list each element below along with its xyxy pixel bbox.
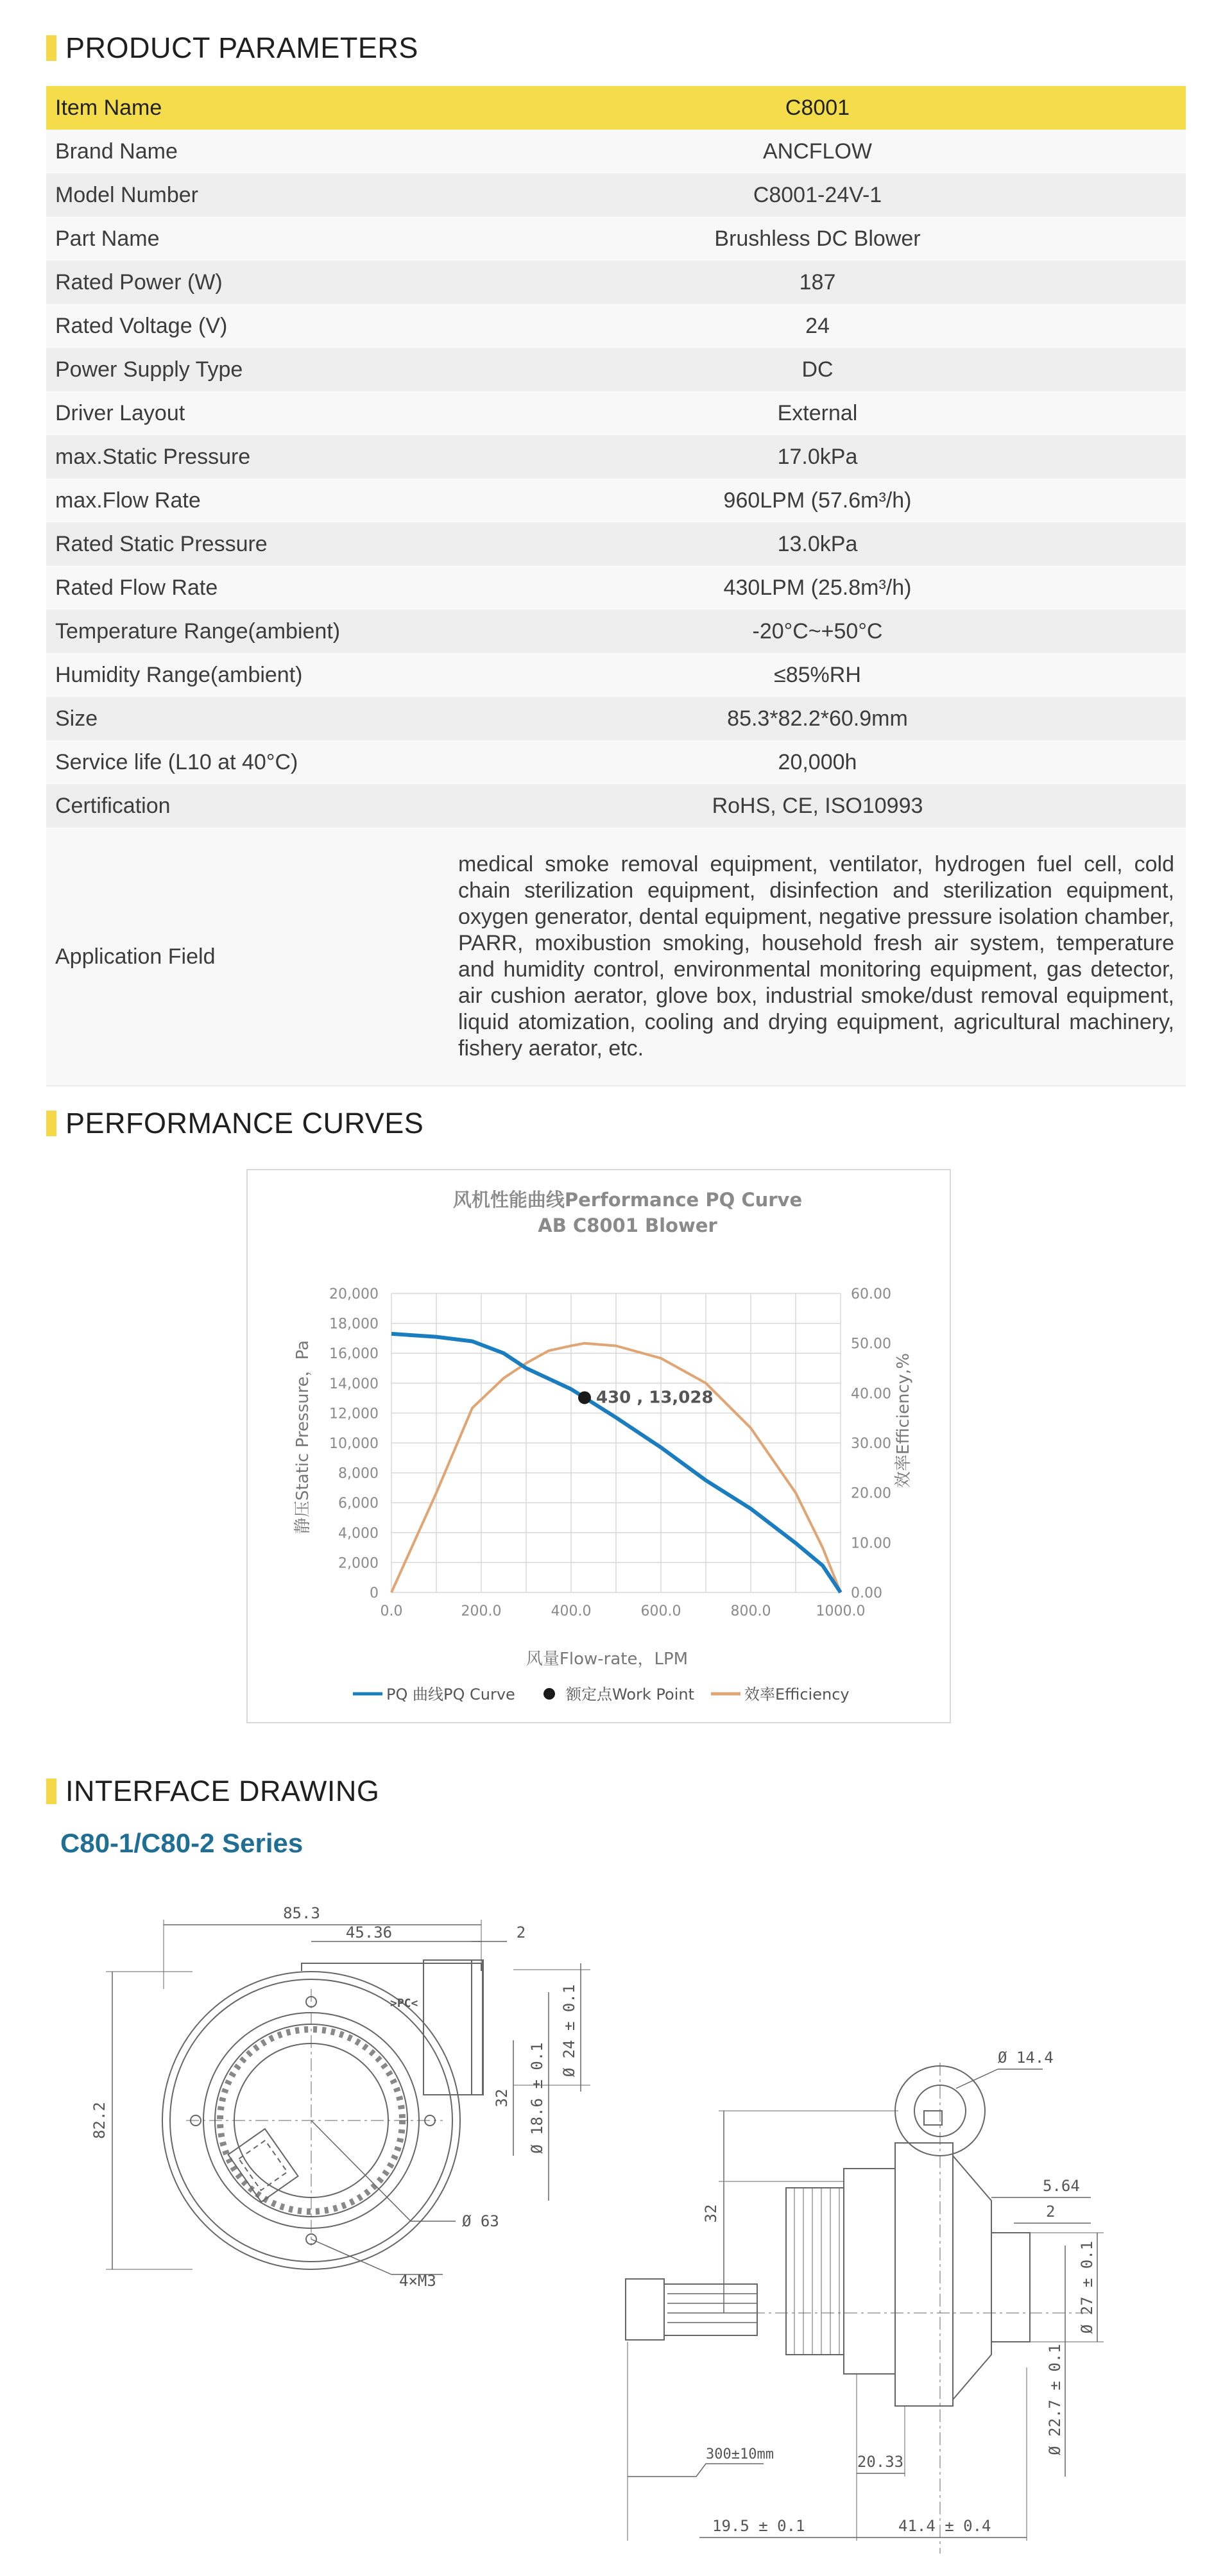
- dim-label: Ø 14.4: [998, 2049, 1054, 2067]
- param-value: 24: [449, 304, 1186, 348]
- param-value: 85.3*82.2*60.9mm: [449, 697, 1186, 740]
- dim-label: 2: [516, 1923, 526, 1941]
- outlet-lip: [472, 1960, 483, 2095]
- param-value: Brushless DC Blower: [449, 217, 1186, 260]
- y2-tick-label: 10.00: [851, 1535, 891, 1552]
- fin-lines: [794, 2188, 839, 2355]
- y-tick-label: 16,000: [329, 1346, 379, 1363]
- param-value: 20,000h: [449, 740, 1186, 784]
- y-tick-label: 10,000: [329, 1436, 379, 1452]
- param-value: C8001-24V-1: [449, 173, 1186, 217]
- chart-title: 风机性能曲线Performance PQ Curve: [452, 1189, 803, 1211]
- y-tick-label: 2,000: [338, 1555, 379, 1572]
- material-mark: >PC<: [390, 1997, 418, 2010]
- section-heading-performance-curves: [46, 1107, 424, 1139]
- param-row: [46, 348, 1186, 391]
- x-tick-label: 400.0: [551, 1603, 592, 1619]
- section-title: PERFORMANCE CURVES: [65, 1107, 424, 1139]
- legend-work-point-label: 额定点Work Point: [566, 1685, 694, 1703]
- y-tick-label: 6,000: [338, 1496, 379, 1512]
- param-row: [46, 740, 1186, 784]
- param-label: max.Static Pressure: [46, 435, 449, 479]
- param-row: [46, 260, 1186, 304]
- dim-label: Ø 22.7 ± 0.1: [1046, 2344, 1064, 2455]
- y-tick-label: 18,000: [329, 1316, 379, 1333]
- work-point-label: 430 , 13,028: [596, 1388, 714, 1408]
- param-label: Temperature Range(ambient): [46, 610, 449, 653]
- param-label: Size: [46, 697, 449, 740]
- inlet-port: [991, 2233, 1030, 2342]
- connector-block: [228, 2129, 298, 2202]
- dim-label: 4×M3: [399, 2272, 436, 2290]
- param-row: [46, 653, 1186, 697]
- side-view: [626, 2063, 1104, 2554]
- y-tick-label: 12,000: [329, 1406, 379, 1422]
- param-label: Rated Static Pressure: [46, 522, 449, 566]
- cable-harness: [664, 2284, 757, 2335]
- x-tick-label: 0.0: [380, 1603, 403, 1619]
- y2-tick-label: 40.00: [851, 1386, 891, 1403]
- section-title: INTERFACE DRAWING: [65, 1775, 380, 1807]
- param-label: Service life (L10 at 40°C): [46, 740, 449, 784]
- product-parameters-table: [46, 86, 1186, 1086]
- param-row: [46, 566, 1186, 610]
- dim-label: 19.5 ± 0.1: [712, 2517, 805, 2535]
- series-subtitle: C80-1/C80-2 Series: [60, 1828, 304, 1858]
- dim-label: 300±10mm: [706, 2446, 774, 2462]
- interface-drawing: [0, 1867, 1232, 2576]
- param-row: [46, 173, 1186, 217]
- y2-tick-label: 30.00: [851, 1436, 891, 1452]
- cable-connector: [626, 2279, 664, 2340]
- x-tick-label: 600.0: [640, 1603, 681, 1619]
- dim-label: 2: [1046, 2203, 1056, 2221]
- chart-subtitle: AB C8001 Blower: [538, 1215, 717, 1236]
- y-tick-label: 8,000: [338, 1465, 379, 1482]
- param-value: RoHS, CE, ISO10993: [449, 784, 1186, 828]
- dim-label: Ø 18.6 ± 0.1: [528, 2042, 546, 2154]
- x-axis-label: 风量Flow-rate，LPM: [526, 1650, 689, 1669]
- param-label: Rated Power (W): [46, 260, 449, 304]
- pq-chart: [248, 1170, 950, 1722]
- y-tick-label: 4,000: [338, 1525, 379, 1542]
- param-label: Humidity Range(ambient): [46, 653, 449, 697]
- chart-legend: [353, 1685, 850, 1703]
- cable-wires: [667, 2294, 757, 2323]
- y2-tick-label: 60.00: [851, 1286, 891, 1302]
- outlet-duct-top: [302, 1963, 481, 1971]
- housing-taper: [953, 2156, 991, 2400]
- param-value: ≤85%RH: [449, 653, 1186, 697]
- dim-label: 85.3: [283, 1904, 320, 1922]
- param-value: 17.0kPa: [449, 435, 1186, 479]
- param-row: [46, 130, 1186, 173]
- motor-body: [844, 2169, 895, 2374]
- dim-label: 82.2: [90, 2102, 108, 2139]
- x-tick-label: 1000.0: [816, 1603, 866, 1619]
- heading-accent-bar: [46, 35, 56, 61]
- front-view: [106, 1920, 590, 2274]
- section-heading-interface-drawing: [46, 1775, 379, 1807]
- param-value: 960LPM (57.6m³/h): [449, 479, 1186, 522]
- y2-tick-label: 50.00: [851, 1336, 891, 1352]
- legend-pq-label: PQ 曲线PQ Curve: [386, 1685, 515, 1703]
- heading-accent-bar: [46, 1111, 56, 1136]
- param-label: Certification: [46, 784, 449, 828]
- param-label: Part Name: [46, 217, 449, 260]
- param-value: DC: [449, 348, 1186, 391]
- param-label: Rated Flow Rate: [46, 566, 449, 610]
- param-row: [46, 610, 1186, 653]
- x-tick-label: 200.0: [461, 1603, 502, 1619]
- param-label: Item Name: [46, 86, 449, 130]
- param-row: [46, 479, 1186, 522]
- param-row: [46, 784, 1186, 828]
- performance-chart-frame: [246, 1169, 951, 1723]
- legend-work-point-swatch: [543, 1688, 555, 1700]
- y2-axis-label: 效率Efficiency,%: [894, 1352, 913, 1488]
- dim-label: 32: [493, 2088, 511, 2108]
- x-tick-label: 800.0: [730, 1603, 771, 1619]
- legend-efficiency-label: 效率Efficiency: [744, 1685, 850, 1703]
- param-label: Driver Layout: [46, 391, 449, 435]
- param-value: ANCFLOW: [449, 130, 1186, 173]
- param-value: 430LPM (25.8m³/h): [449, 566, 1186, 610]
- outlet-tab: [924, 2111, 942, 2125]
- param-value: 13.0kPa: [449, 522, 1186, 566]
- y-tick-label: 0: [370, 1585, 379, 1601]
- param-value: 187: [449, 260, 1186, 304]
- work-point-marker: [578, 1391, 591, 1404]
- param-value: C8001: [449, 86, 1186, 130]
- y2-tick-label: 0.00: [851, 1585, 882, 1601]
- heading-accent-bar: [46, 1778, 56, 1804]
- param-label: Brand Name: [46, 130, 449, 173]
- param-row: [46, 304, 1186, 348]
- dim-label: 45.36: [345, 1923, 393, 1941]
- param-label: Model Number: [46, 173, 449, 217]
- dim-line-300: [628, 2464, 764, 2477]
- param-value: -20°C~+50°C: [449, 610, 1186, 653]
- param-row: [46, 697, 1186, 740]
- dim-label: 5.64: [1043, 2177, 1080, 2195]
- param-row: [46, 522, 1186, 566]
- param-row: [46, 217, 1186, 260]
- param-label: Rated Voltage (V): [46, 304, 449, 348]
- section-heading-product-parameters: [46, 32, 418, 64]
- dim-label: 41.4 ± 0.4: [898, 2517, 991, 2535]
- param-row: [46, 435, 1186, 479]
- dim-label: 20.33: [857, 2453, 904, 2471]
- param-value: External: [449, 391, 1186, 435]
- housing-side: [895, 2143, 953, 2406]
- dim-label: 32: [702, 2204, 720, 2223]
- param-row-application: [46, 828, 1186, 1086]
- dim-label: Ø 63: [462, 2212, 499, 2230]
- section-title: PRODUCT PARAMETERS: [65, 31, 418, 64]
- param-row: [46, 86, 1186, 130]
- y-tick-label: 20,000: [329, 1286, 379, 1302]
- dim-label: Ø 24 ± 0.1: [560, 1984, 578, 2077]
- leader-d63: [311, 2120, 411, 2221]
- y-tick-label: 14,000: [329, 1376, 379, 1392]
- param-label: Application Field: [46, 828, 449, 1086]
- y-axis-label: 静压Static Pressure，Pa: [293, 1340, 312, 1535]
- param-row: [46, 391, 1186, 435]
- y2-tick-label: 20.00: [851, 1485, 891, 1502]
- dim-label: Ø 27 ± 0.1: [1078, 2240, 1096, 2334]
- application-field-text: medical smoke removal equipment, ventilator, hydrogen fuel cell, cold chain sterilization equipment, disinfection and sterilization equipment, oxygen generator, dental equipment, negative pressure isolation chamber, PARR, moxibustion smoking, household fresh air system, temperature and humidity control, environmental monitoring equipment, gas detector, air cushion aerator, glove box, industrial smoke/dust removal equipment, liquid atomization, cooling and drying equipment, agricultural machinery, fishery aerator, etc.: [449, 828, 1186, 1086]
- param-label: Power Supply Type: [46, 348, 449, 391]
- param-label: max.Flow Rate: [46, 479, 449, 522]
